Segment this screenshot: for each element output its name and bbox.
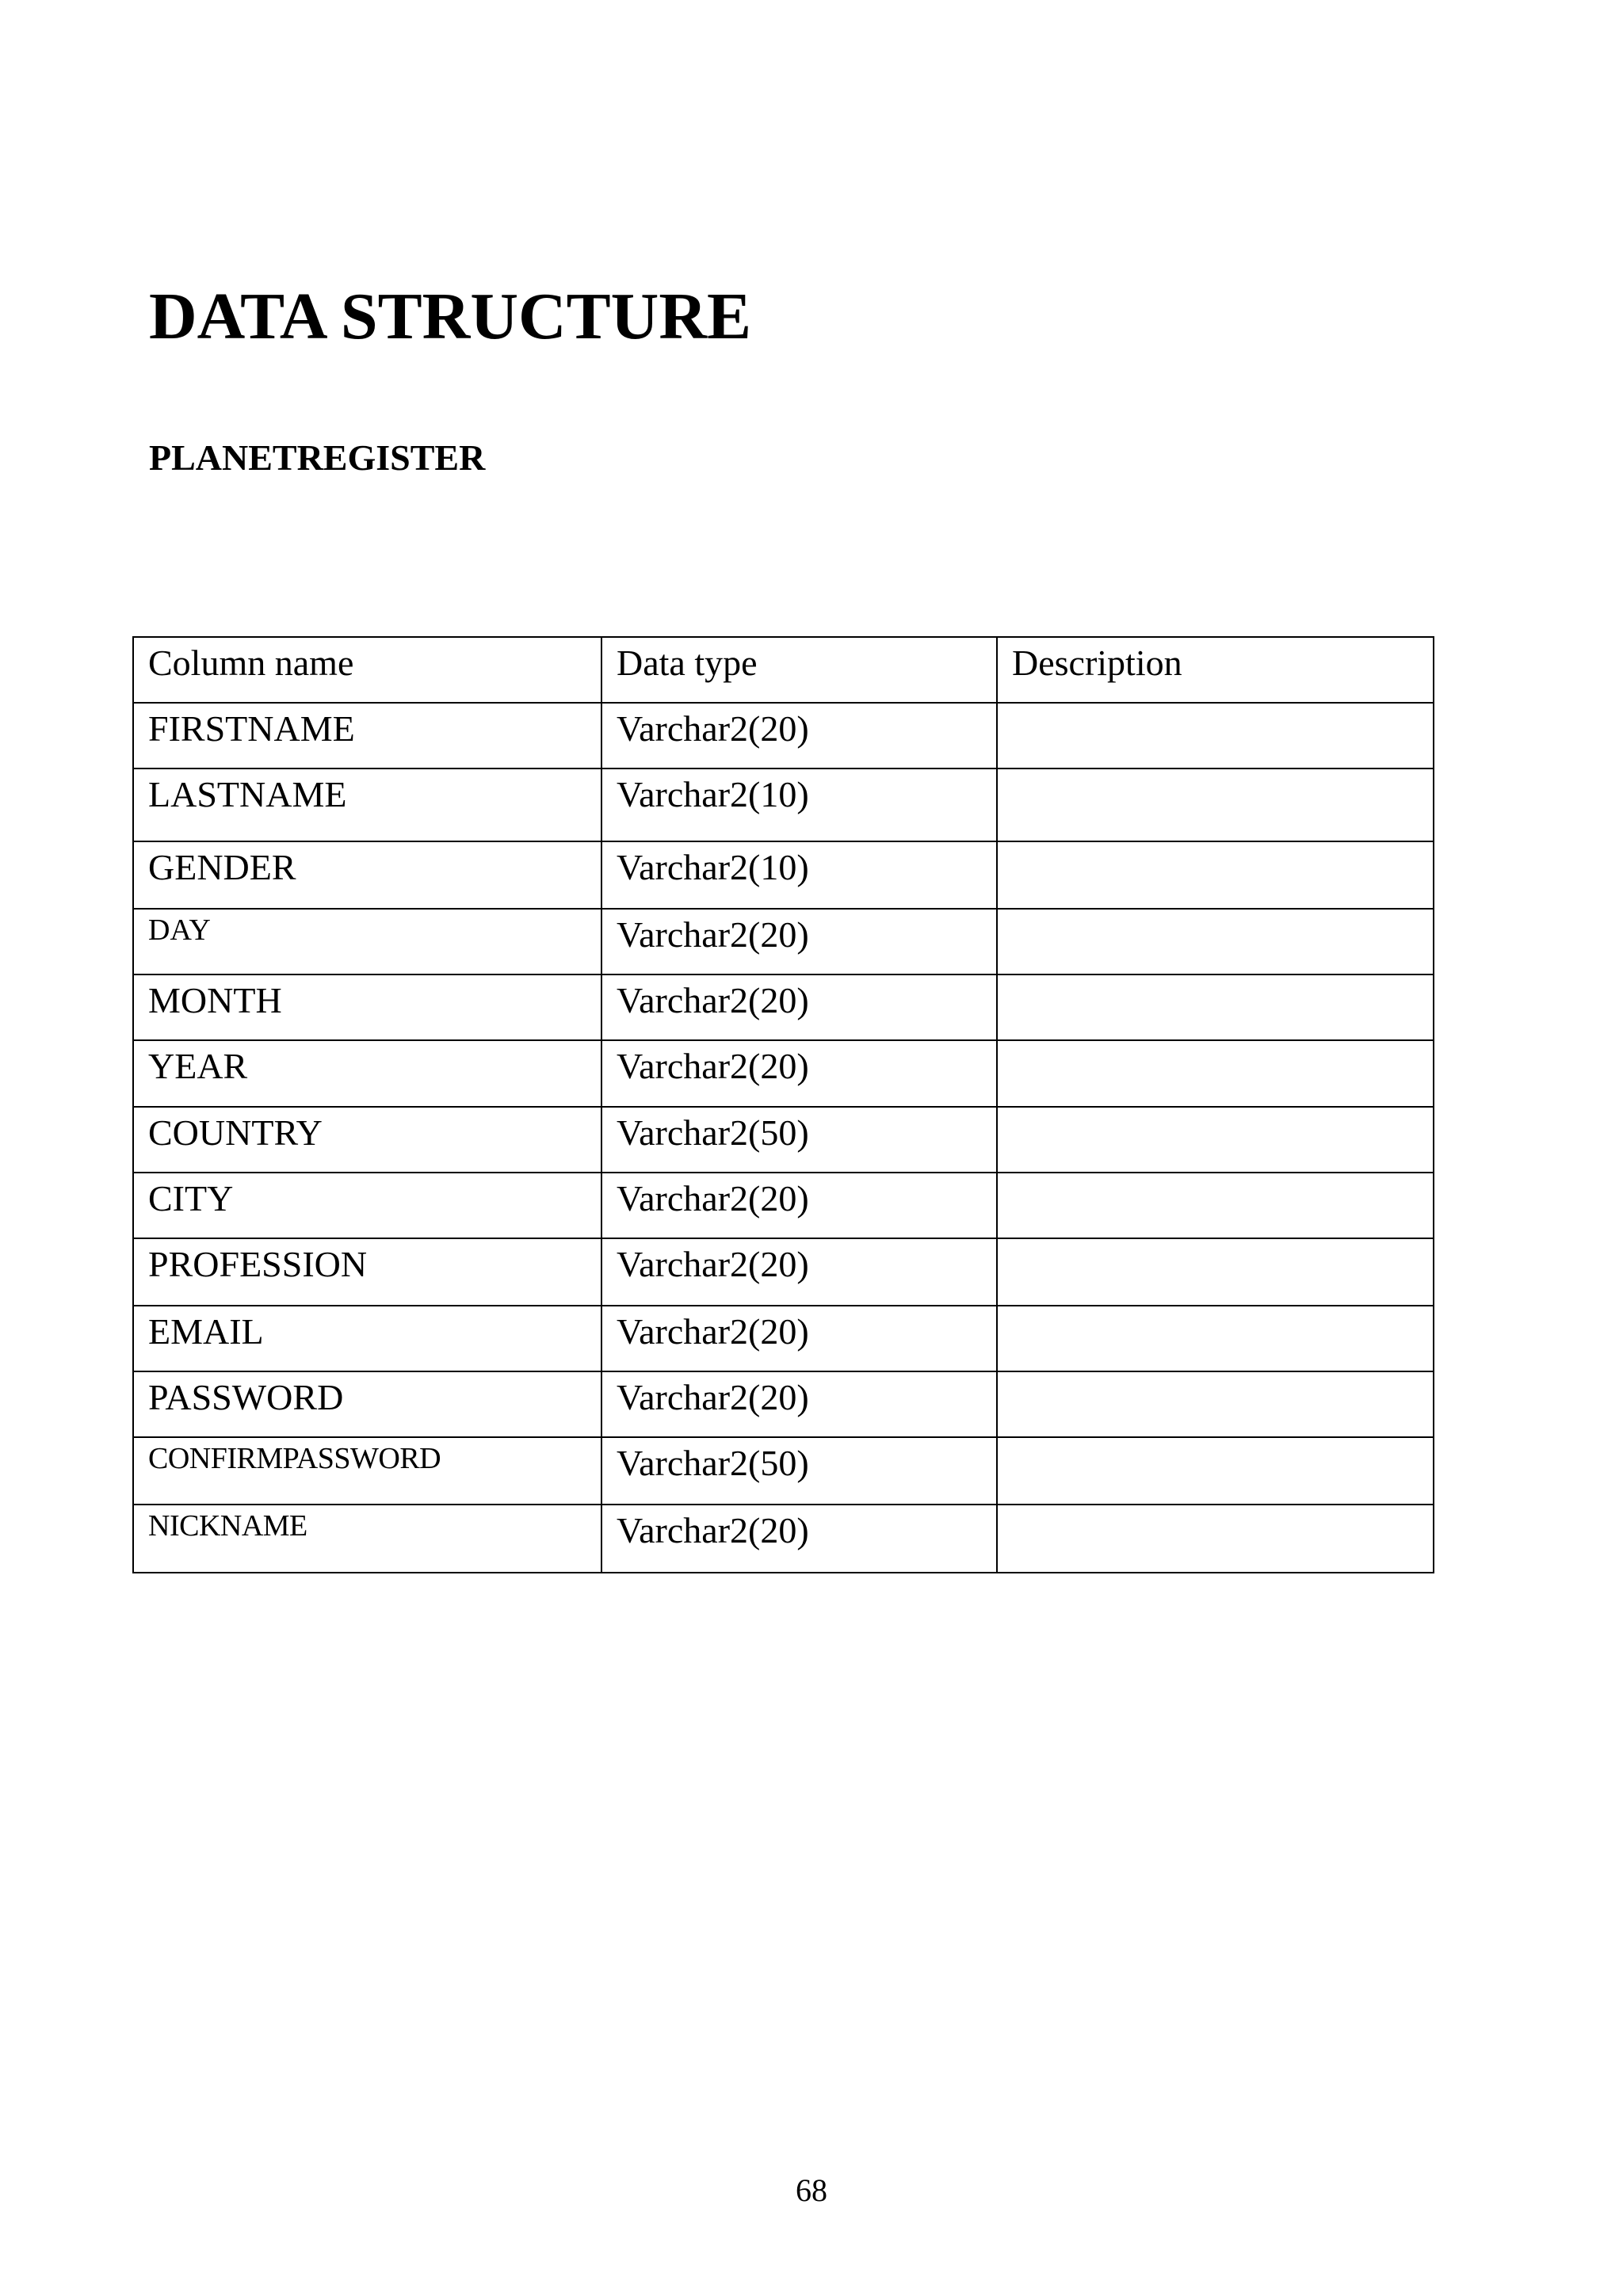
description-cell (997, 1306, 1434, 1371)
header-column-name: Column name (133, 637, 601, 703)
description-cell (997, 841, 1434, 909)
table-row (133, 769, 1434, 841)
data-type-cell: Varchar2(20) (601, 1371, 997, 1437)
table-row (133, 1107, 1434, 1173)
table-row (133, 1173, 1434, 1238)
description-cell (997, 1173, 1434, 1238)
data-type-cell: Varchar2(20) (601, 974, 997, 1040)
table-name-heading: PLANETREGISTER (149, 437, 486, 478)
table-row (133, 1371, 1434, 1437)
table-row (133, 1505, 1434, 1573)
header-data-type: Data type (601, 637, 997, 703)
column-name-cell: EMAIL (133, 1306, 601, 1371)
description-cell (997, 1040, 1434, 1107)
data-structure-table (132, 636, 1434, 1573)
table-row (133, 1437, 1434, 1505)
column-name-cell: CITY (133, 1173, 601, 1238)
page-title: DATA STRUCTURE (149, 280, 752, 353)
table-row (133, 1306, 1434, 1371)
column-name-cell: DAY (133, 909, 601, 974)
table-row (133, 1238, 1434, 1306)
data-type-cell: Varchar2(20) (601, 1173, 997, 1238)
data-type-cell: Varchar2(20) (601, 1040, 997, 1107)
page-number: 68 (796, 2172, 827, 2208)
header-description: Description (997, 637, 1434, 703)
description-cell (997, 769, 1434, 841)
column-name-cell: CONFIRMPASSWORD (133, 1437, 601, 1505)
column-name-cell: LASTNAME (133, 769, 601, 841)
table-row (133, 841, 1434, 909)
description-cell (997, 974, 1434, 1040)
column-name-cell: MONTH (133, 974, 601, 1040)
description-cell (997, 1238, 1434, 1306)
table-row (133, 974, 1434, 1040)
column-name-cell: GENDER (133, 841, 601, 909)
description-cell (997, 1107, 1434, 1173)
table-row (133, 1040, 1434, 1107)
description-cell (997, 1437, 1434, 1505)
table-row (133, 703, 1434, 769)
data-type-cell: Varchar2(10) (601, 769, 997, 841)
table-header-row (133, 637, 1434, 703)
data-type-cell: Varchar2(20) (601, 1238, 997, 1306)
table-row (133, 909, 1434, 974)
column-name-cell: FIRSTNAME (133, 703, 601, 769)
description-cell (997, 1371, 1434, 1437)
column-name-cell: COUNTRY (133, 1107, 601, 1173)
data-type-cell: Varchar2(20) (601, 1306, 997, 1371)
column-name-cell: NICKNAME (133, 1505, 601, 1573)
data-type-cell: Varchar2(50) (601, 1437, 997, 1505)
description-cell (997, 1505, 1434, 1573)
column-name-cell: YEAR (133, 1040, 601, 1107)
data-type-cell: Varchar2(20) (601, 1505, 997, 1573)
data-type-cell: Varchar2(20) (601, 703, 997, 769)
column-name-cell: PROFESSION (133, 1238, 601, 1306)
data-type-cell: Varchar2(20) (601, 909, 997, 974)
column-name-cell: PASSWORD (133, 1371, 601, 1437)
data-type-cell: Varchar2(10) (601, 841, 997, 909)
data-type-cell: Varchar2(50) (601, 1107, 997, 1173)
description-cell (997, 703, 1434, 769)
description-cell (997, 909, 1434, 974)
